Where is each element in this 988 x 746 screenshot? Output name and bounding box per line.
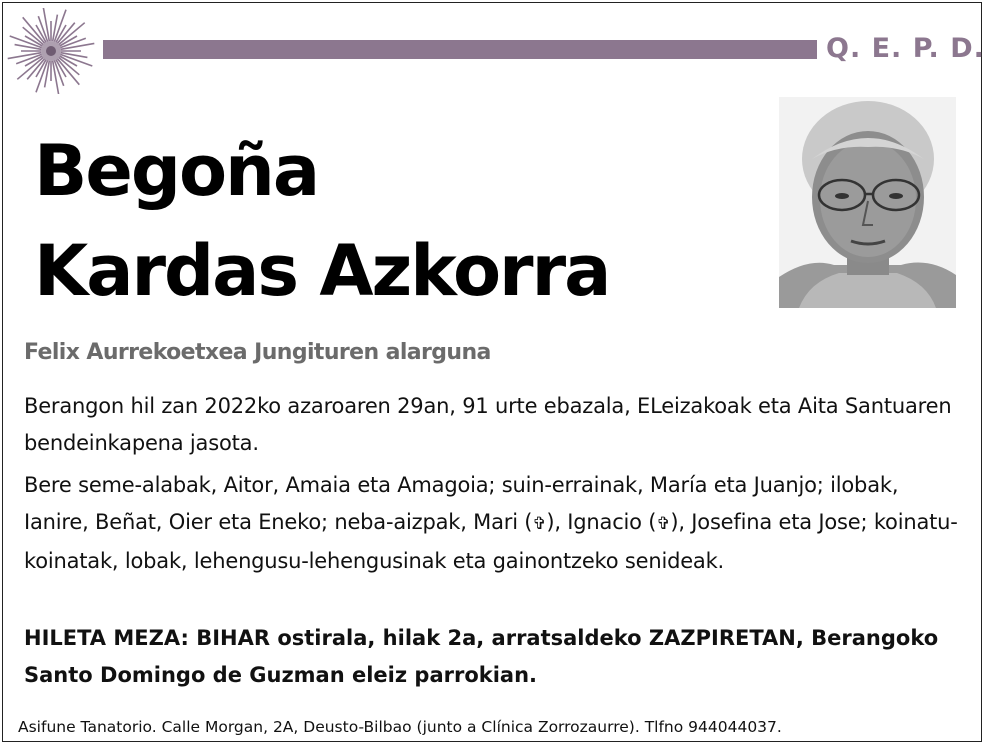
header-band xyxy=(103,40,817,59)
qepd-label: Q. E. P. D. xyxy=(826,33,985,64)
cross-icon: ✞ xyxy=(656,514,671,534)
family-text-part-1: Bere seme-alabak, Aitor, Amaia eta Amagoia; suin-errainak, María eta Juanjo; ilobak, Ianire, Beñat, Oier eta Eneko; neba-aizpak, Mari ( xyxy=(24,473,899,534)
family-list-text xyxy=(24,467,964,580)
death-announcement-text: Berangon hil zan 2022ko azaroaren 29an, 91 urte ebazala, ELeizakoak eta Aita Santuaren bendeinkapena jasota. xyxy=(24,394,952,455)
family-text-part-3: ), Josefina eta Jose; koinatu-koinatak, lobak, lehengusu-lehengusinak eta gainontzeko senideak. xyxy=(24,510,958,573)
funeral-mass-text: HILETA MEZA: BIHAR ostirala, hilak 2a, arratsaldeko ZAZPIRETAN, Berangoko Santo Domingo de Guzman eleiz parrokian. xyxy=(24,626,939,687)
deceased-first-name: Begoña xyxy=(34,130,319,212)
funeral-home-footer: Asifune Tanatorio. Calle Morgan, 2A, Deusto-Bilbao (junto a Clínica Zorrozaurre). Tlfno 944044037. xyxy=(18,718,782,736)
family-text-part-2: ), Ignacio ( xyxy=(546,510,657,534)
cross-icon: ✞ xyxy=(532,514,547,534)
deceased-surnames: Kardas Azkorra xyxy=(34,230,610,312)
widow-of-line: Felix Aurrekoetxea Jungituren alarguna xyxy=(24,340,491,365)
thistle-flower-icon xyxy=(6,8,96,94)
portrait-photo xyxy=(779,97,956,308)
portrait-photo-icon xyxy=(779,97,956,308)
